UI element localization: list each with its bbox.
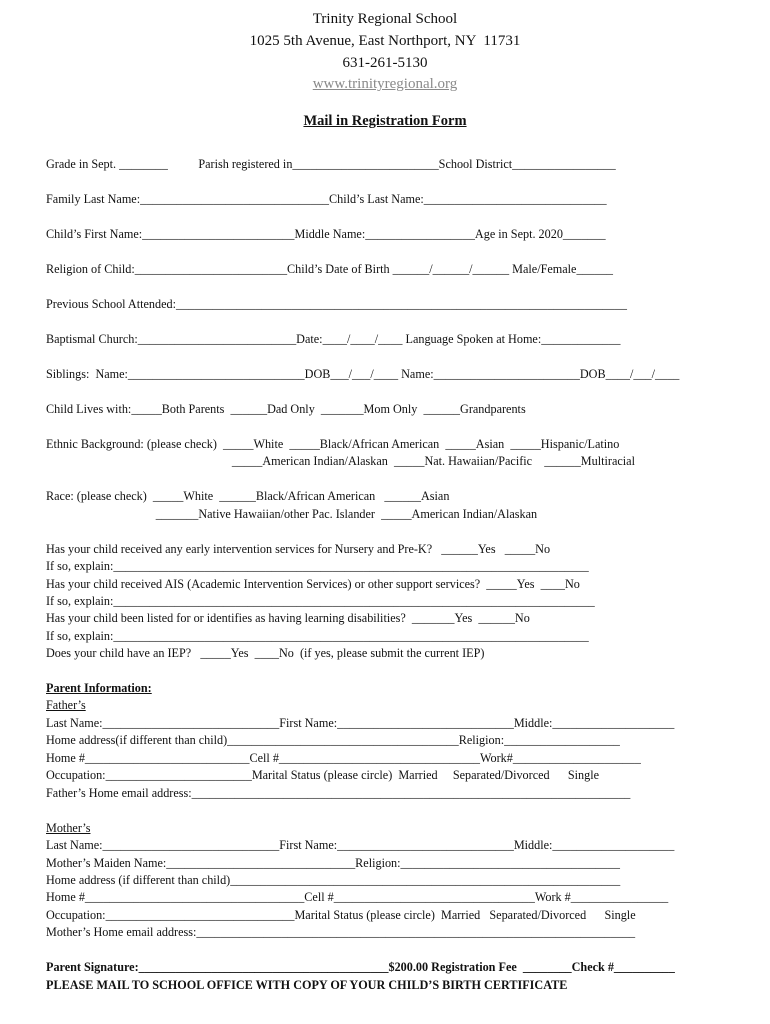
religion-dob-gender-row[interactable]: Religion of Child:_________________________Child’s Date of Birth ______/______/______ Male/Female______	[46, 262, 614, 276]
father-name-row[interactable]: Last Name:_____________________________First Name:_____________________________Middle:____________________	[46, 716, 675, 730]
mother-heading: Mother’s	[46, 821, 91, 835]
learning-disabilities-explain[interactable]: If so, explain:______________________________________________________________________________	[46, 629, 589, 643]
school-address: 1025 5th Avenue, East Northport, NY 11731	[249, 33, 521, 49]
learning-disabilities-question[interactable]: Has your child been listed for or identifies as having learning disabilities? _______Yes ______No	[46, 611, 530, 625]
mail-notice: PLEASE MAIL TO SCHOOL OFFICE WITH COPY OF YOUR CHILD’S BIRTH CERTIFICATE	[46, 978, 568, 992]
father-address-row[interactable]: Home address(if different than child)______________________________________Religion:___________________	[46, 733, 620, 747]
father-phone-row[interactable]: Home #___________________________Cell #_________________________________Work#_____________________	[46, 751, 641, 765]
parent-signature-row[interactable]: Parent Signature:_________________________________________$200.00 Registration Fee ________Check #__________	[46, 960, 675, 974]
grade-parish-district-row[interactable]: Grade in Sept. ________ Parish registered in________________________School District_________________	[46, 157, 616, 171]
ais-explain[interactable]: If so, explain:_______________________________________________________________________________	[46, 594, 595, 608]
early-intervention-question[interactable]: Has your child received any early intervention services for Nursery and Pre-K? ______Yes _____No	[46, 542, 551, 556]
ethnic-background-row-2[interactable]: _____American Indian/Alaskan _____Nat. Hawaiian/Pacific ______Multiracial	[46, 454, 635, 468]
school-website-link[interactable]: www.trinityregional.org	[312, 76, 458, 92]
mother-address-row[interactable]: Home address (if different than child)________________________________________________________________	[46, 873, 621, 887]
race-row-2[interactable]: _______Native Hawaiian/other Pac. Islander _____American Indian/Alaskan	[46, 507, 538, 521]
ais-question[interactable]: Has your child received AIS (Academic Intervention Services) or other support services? _____Yes ____No	[46, 577, 580, 591]
baptismal-language-row[interactable]: Baptismal Church:__________________________Date:____/____/____ Language Spoken at Home:_____________	[46, 332, 621, 346]
previous-school-row[interactable]: Previous School Attended:__________________________________________________________________________	[46, 297, 627, 311]
mother-name-row[interactable]: Last Name:_____________________________First Name:_____________________________Middle:____________________	[46, 838, 675, 852]
parent-information-heading: Parent Information:	[46, 681, 152, 695]
father-email-row[interactable]: Father’s Home email address:________________________________________________________________________	[46, 786, 631, 800]
early-intervention-explain[interactable]: If so, explain:______________________________________________________________________________	[46, 559, 589, 573]
mother-phone-row[interactable]: Home #____________________________________Cell #_________________________________Work #________________	[46, 890, 669, 904]
child-lives-with-row[interactable]: Child Lives with:_____Both Parents ______Dad Only _______Mom Only ______Grandparents	[46, 402, 526, 416]
race-row-1[interactable]: Race: (please check) _____White ______Black/African American ______Asian	[46, 489, 450, 503]
mother-email-row[interactable]: Mother’s Home email address:________________________________________________________________________	[46, 925, 636, 939]
family-child-last-name-row[interactable]: Family Last Name:_______________________________Child’s Last Name:______________________________	[46, 192, 607, 206]
school-name: Trinity Regional School	[312, 11, 458, 27]
father-occupation-row[interactable]: Occupation:________________________Marital Status (please circle) Married Separated/Divorced Single	[46, 768, 600, 782]
child-first-middle-age-row[interactable]: Child’s First Name:_________________________Middle Name:__________________Age in Sept. 2020_______	[46, 227, 606, 241]
mother-maiden-religion-row[interactable]: Mother’s Maiden Name:_______________________________Religion:____________________________________	[46, 856, 620, 870]
school-phone: 631-261-5130	[342, 55, 428, 71]
form-title: Mail in Registration Form	[303, 113, 467, 129]
siblings-row[interactable]: Siblings: Name:_____________________________DOB___/___/____ Name:________________________DOB____/___/____	[46, 367, 680, 381]
mother-occupation-row[interactable]: Occupation:_______________________________Marital Status (please circle) Married Separated/Divorced Single	[46, 908, 636, 922]
ethnic-background-row-1[interactable]: Ethnic Background: (please check) _____White _____Black/African American _____Asian _____Hispanic/Latino	[46, 437, 620, 451]
iep-question[interactable]: Does your child have an IEP? _____Yes ____No (if yes, please submit the current IEP)	[46, 646, 485, 660]
father-heading: Father’s	[46, 698, 86, 712]
